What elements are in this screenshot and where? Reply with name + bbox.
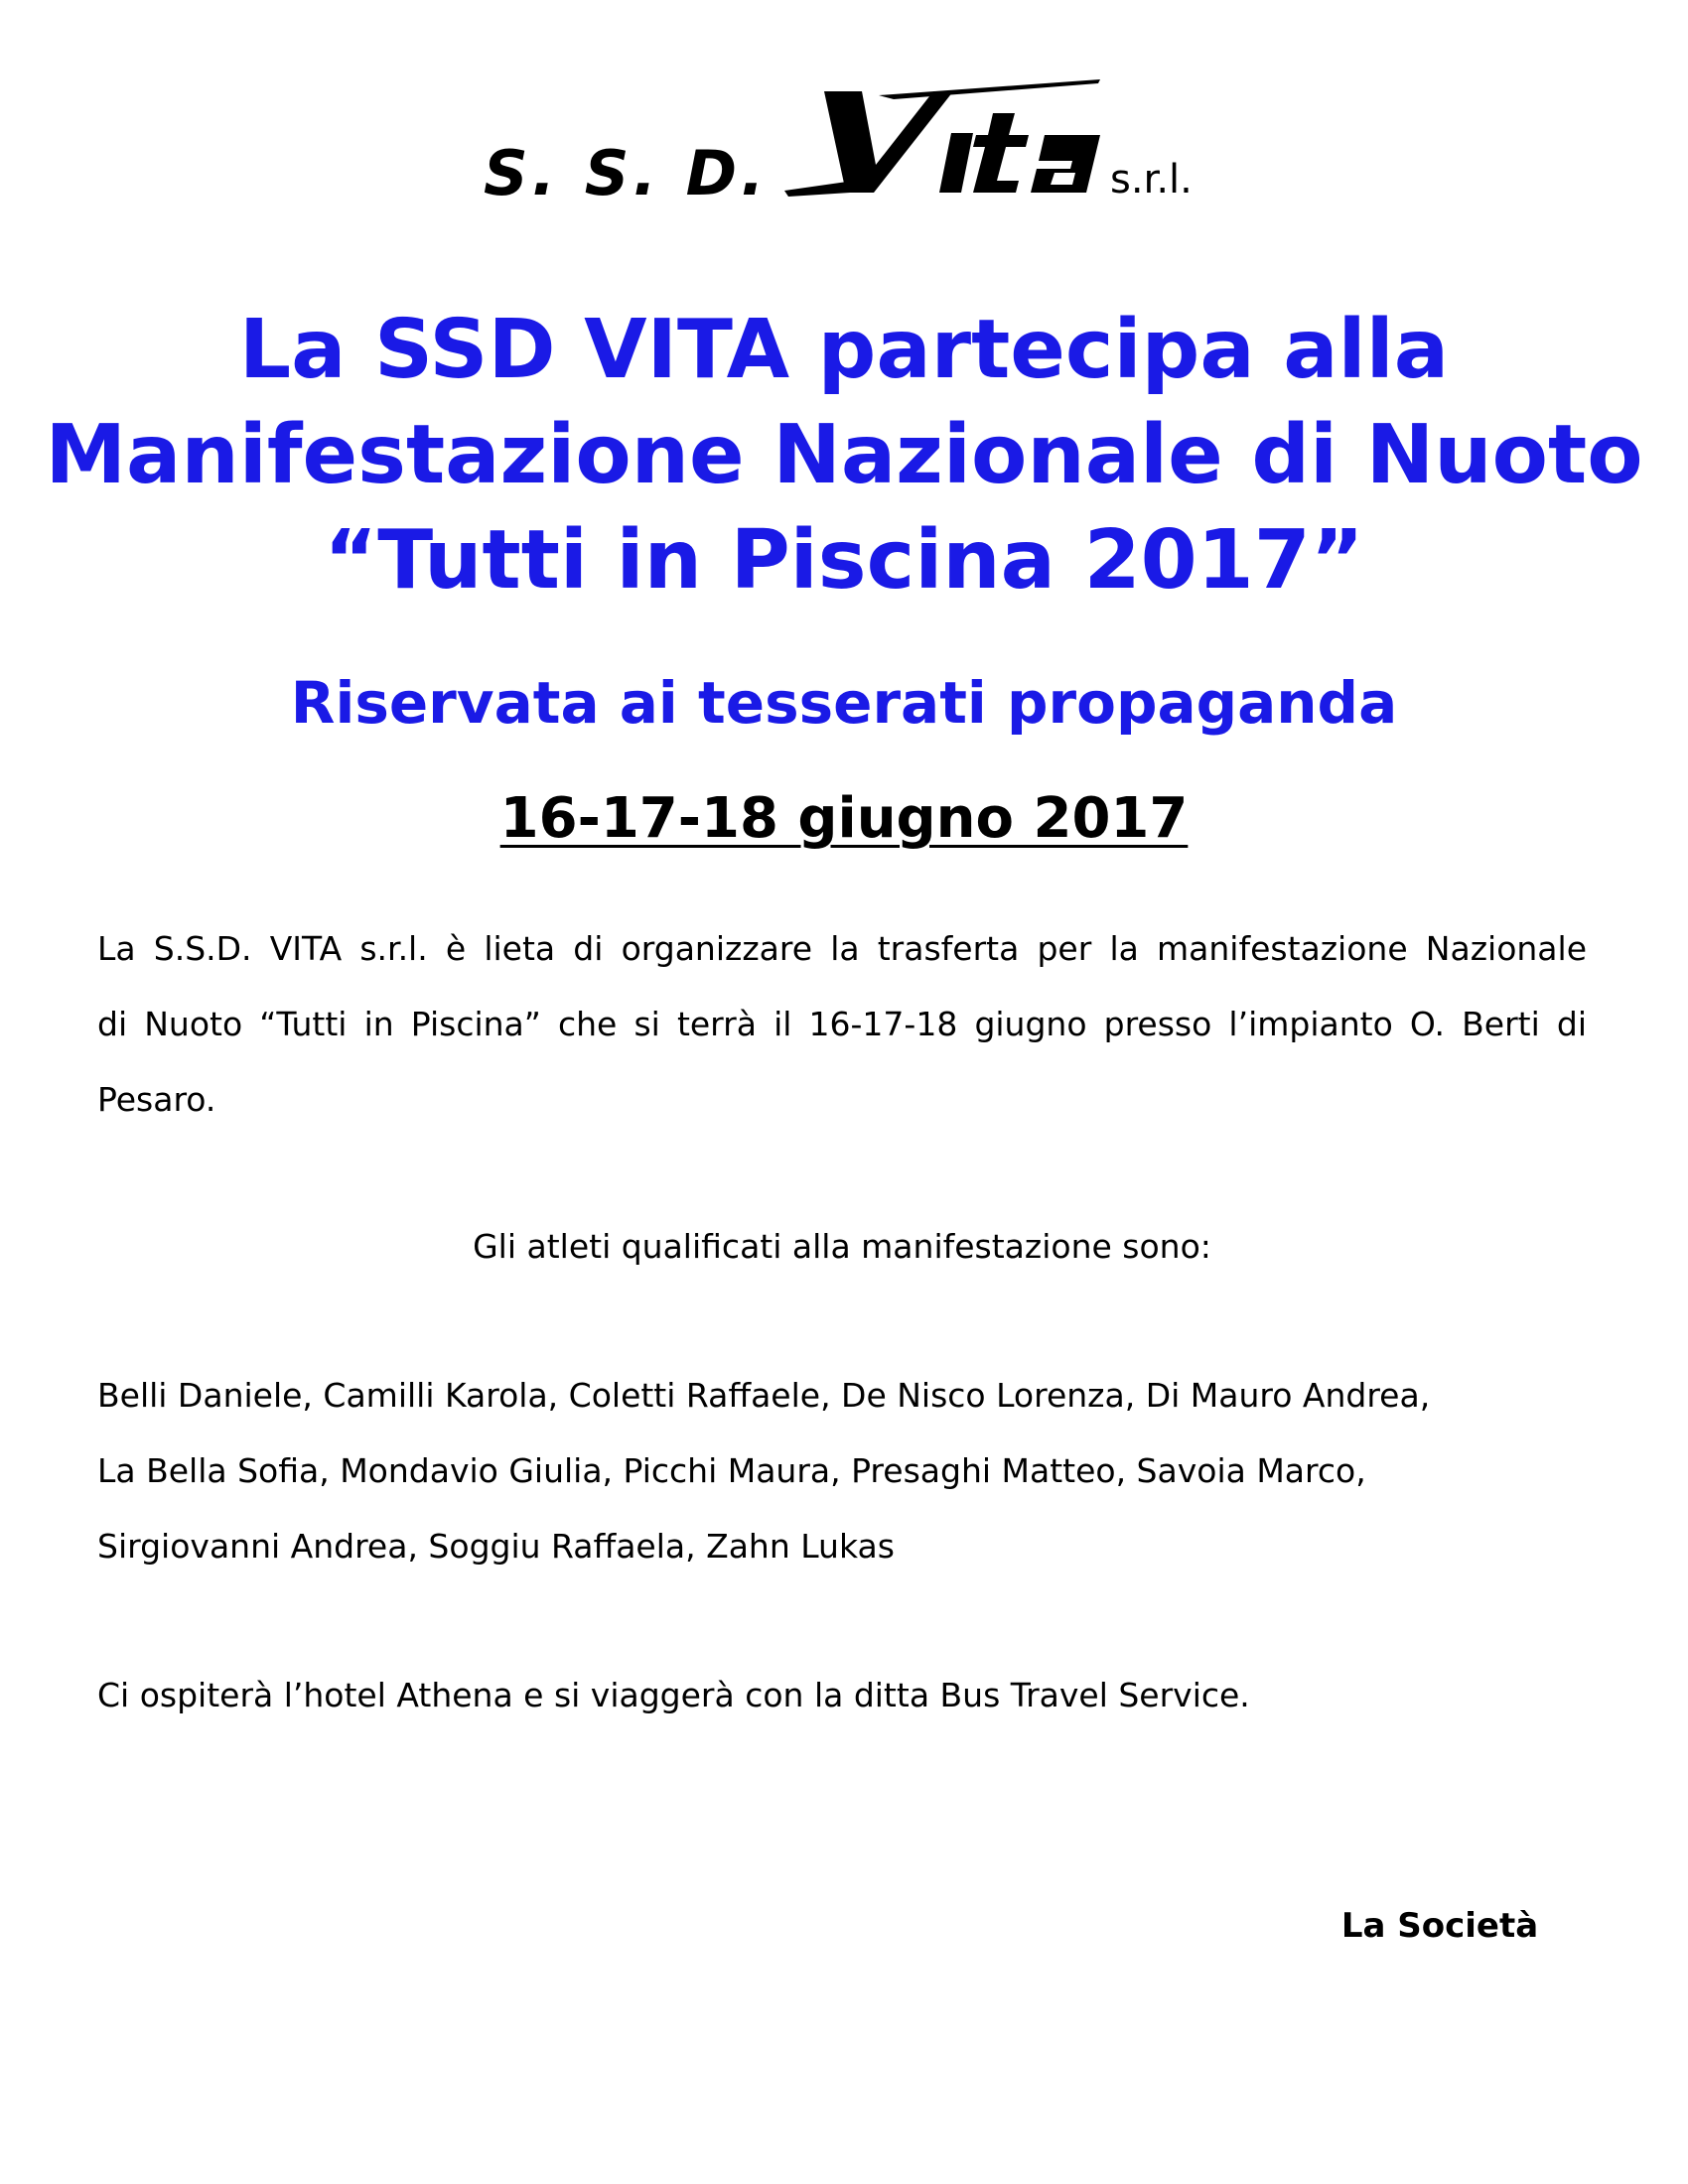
hotel-paragraph: Ci ospiterà l’hotel Athena e si viaggerà con la ditta Bus Travel Service. [97,1676,1250,1714]
athlete-list [97,1358,1587,1584]
event-date-wrapper [0,779,1688,859]
intro-line-1: La S.S.D. VITA s.r.l. è lieta di organizzare la trasferta per la manifestazione Nazionale [97,929,1587,968]
letterhead-prefix: S. S. D. [484,137,769,209]
main-title [0,298,1688,614]
letterhead-suffix: s.r.l. [1110,157,1193,203]
signature: La Società [1340,1906,1539,1946]
title-line-2: Manifestazione Nazionale di Nuoto [45,408,1643,502]
subtitle: Riservata ai tesserati propaganda [290,669,1398,737]
event-date: 16-17-18 giugno 2017 [499,786,1189,851]
intro-line-2: di Nuoto “Tutti in Piscina” che si terrà il 16-17-18 giugno presso l’impianto O. Berti di [97,1005,1587,1043]
athlete-line-1: Belli Daniele, Camilli Karola, Coletti Raffaele, De Nisco Lorenza, Di Mauro Andrea, [97,1376,1431,1415]
vita-logo [784,73,1112,203]
intro-paragraph [97,911,1587,1138]
qualified-heading: Gli atleti qualificati alla manifestazione sono: [473,1227,1211,1266]
letterhead [0,69,1688,218]
intro-line-3: Pesaro. [97,1080,216,1119]
title-line-3: “Tutti in Piscina 2017” [324,513,1364,608]
vita-logo-graphic [784,73,1112,203]
title-line-1: La SSD VITA partecipa alla [238,303,1450,397]
athlete-line-3: Sirgiovanni Andrea, Soggiu Raffaela, Zahn Lukas [97,1527,895,1566]
athlete-line-2: La Bella Sofia, Mondavio Giulia, Picchi Maura, Presaghi Matteo, Savoia Marco, [97,1451,1366,1490]
